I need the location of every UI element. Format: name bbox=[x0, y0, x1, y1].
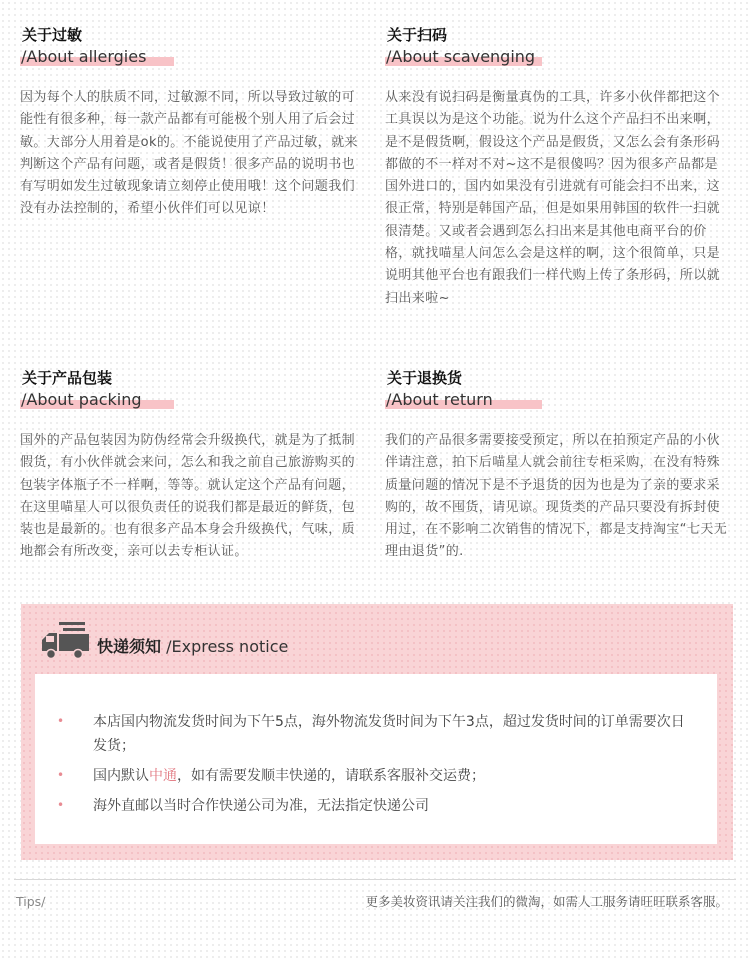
notice-heading bbox=[97, 636, 288, 658]
section-packing bbox=[20, 368, 362, 564]
courier-highlight: 中通 bbox=[149, 768, 177, 784]
section-allergies bbox=[20, 25, 362, 221]
express-notice-panel bbox=[21, 604, 733, 860]
bullet-icon: • bbox=[57, 714, 65, 728]
section-body: 国外的产品包装因为防伪经常会升级换代，就是为了抵制假货，有小伙伴就会来问，怎么和我之前自己旅游购买的包装字体瓶子不一样啊，等等。就认定这个产品有问题，在这里喵星人可以很负责任的说我们都是最近的鲜货，包装也是最新的。也有很多产品本身会升级换代，气味，质地都会有所改变，亲可以去专柜认证。 bbox=[20, 433, 356, 560]
section-body: 因为每个人的肤质不同，过敏源不同，所以导致过敏的可能性有很多种，每一款产品都有可能极个别人用了后会过敏。大部分人用着是ok的。不能说使用了产品过敏，就来判断这个产品有问题，或者是假货！很多产品的说明书也有写明如发生过敏现象请立刻停止使用哦！这个问题我们没有办法控制的，希望小伙伴们可以见谅！ bbox=[20, 90, 358, 217]
section-title: 关于过敏 bbox=[22, 26, 83, 44]
notice-content-box bbox=[35, 674, 717, 844]
bullet-icon: • bbox=[57, 798, 65, 812]
tips-label: Tips/ bbox=[16, 894, 46, 909]
notice-item: • 海外直邮以当时合作快递公司为准，无法指定快递公司 bbox=[57, 798, 429, 814]
footer-divider bbox=[14, 879, 736, 880]
section-return bbox=[385, 368, 730, 564]
section-title: 关于退换货 bbox=[387, 369, 463, 387]
notice-item: • 国内默认中通，如有需要发顺丰快递的，请联系客服补交运费； bbox=[57, 768, 485, 784]
notice-item: • 本店国内物流发货时间为下午5点，海外物流发货时间为下午3点，超过发货时间的订单需要次日发货； bbox=[57, 714, 685, 754]
section-subtitle: /About scavenging bbox=[385, 47, 535, 67]
footer-contact-text: 更多美妆资讯请关注我们的微淘，如需人工服务请旺旺联系客服。 bbox=[365, 894, 728, 909]
notice-title-en: /Express notice bbox=[161, 637, 289, 656]
section-subtitle: /About allergies bbox=[20, 47, 146, 67]
section-title: 关于扫码 bbox=[387, 26, 448, 44]
section-body: 我们的产品很多需要接受预定，所以在拍预定产品的小伙伴请注意，拍下后喵星人就会前往专柜采购，在没有特殊质量问题的情况下是不予退货的因为也是为了亲的要求采购的，故不囤货，请见谅。现货类的产品只要没有拆封使用过，在不影响二次销售的情况下，都是支持淘宝“七天无理由退货”的. bbox=[385, 433, 728, 560]
section-subtitle: /About return bbox=[385, 390, 493, 410]
notice-title-cn: 快递须知 bbox=[97, 637, 162, 656]
section-scavenging bbox=[385, 25, 727, 310]
section-subtitle: /About packing bbox=[20, 390, 142, 410]
bullet-icon: • bbox=[57, 768, 65, 782]
section-body: 从来没有说扫码是衡量真伪的工具，许多小伙伴都把这个工具误以为是这个功能。说为什么这个产品扫不出来啊，是不是假货啊，假设这个产品是假货，又怎么会有条形码都做的不一样对不对~这不是很傻吗？因为很多产品都是国外进口的，国内如果没有引进就有可能会扫不出来，这很正常，特别是韩国产品，但是如果用韩国的软件一扫就很清楚。又或者会遇到怎么扫出来是其他电商平台的价格，就找喵星人问怎么会是这样的啊，这个很简单，只是说明其他平台也有跟我们一样代购上传了条形码，所以就扫出来啦~ bbox=[385, 90, 721, 306]
delivery-truck-icon bbox=[39, 619, 91, 663]
section-title: 关于产品包装 bbox=[22, 369, 113, 387]
notice-list bbox=[55, 710, 695, 824]
